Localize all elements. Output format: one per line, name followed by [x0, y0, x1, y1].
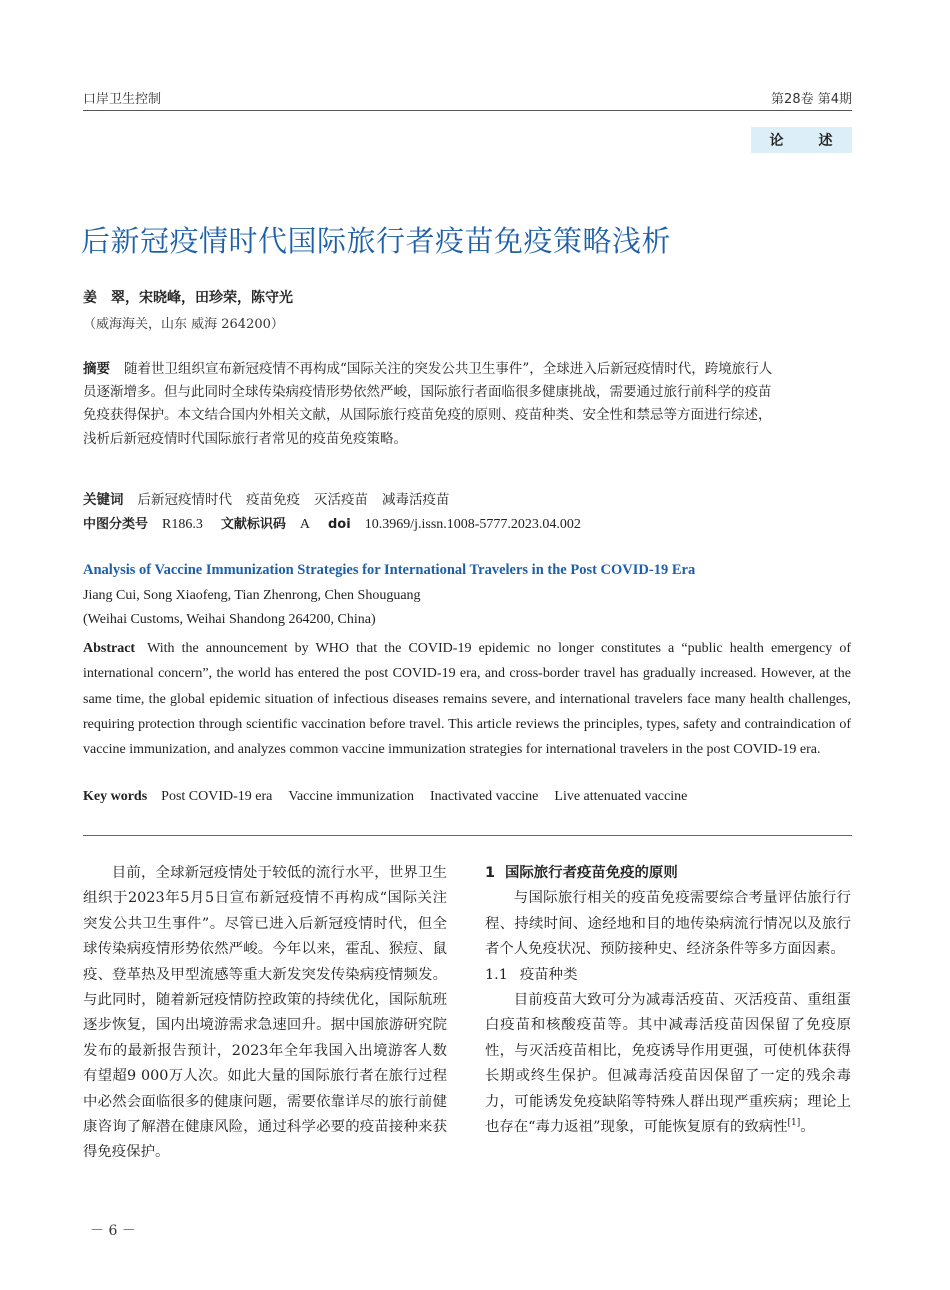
keywords-en — [83, 789, 703, 805]
abstract-en — [83, 636, 851, 762]
page-number: － 6 － — [90, 1223, 136, 1239]
section-1-1-heading — [485, 963, 851, 988]
english-affiliation: (Weihai Customs, Weihai Shandong 264200, China) — [83, 612, 376, 627]
section-1-heading — [485, 861, 851, 886]
class-label: 中图分类号 — [83, 517, 149, 532]
section-1-1-end: 。 — [800, 1119, 815, 1136]
citation-ref: [1] — [787, 1118, 801, 1129]
keyword-cn: 疫苗免疫 — [246, 492, 300, 508]
section-1-number: 1 — [485, 865, 496, 881]
section-tag-char-1: 论 — [769, 133, 785, 149]
english-authors: Jiang Cui, Song Xiaofeng, Tian Zhenrong, Chen Shouguang — [83, 588, 421, 603]
header-divider — [83, 110, 852, 111]
doc-code-value: A — [299, 517, 310, 532]
keyword-cn: 灭活疫苗 — [314, 492, 368, 508]
body-right-column — [485, 861, 851, 1140]
doi-label: doi — [328, 517, 351, 532]
doi-value: 10.3969/j.issn.1008-5777.2023.04.002 — [364, 517, 581, 532]
section-1-1-title: 疫苗种类 — [519, 966, 578, 983]
section-1-paragraph: 与国际旅行相关的疫苗免疫需要综合考量评估旅行行程、持续时间、途经地和目的地传染病流行情况以及旅行者个人免疫状况、预防接种史、经济条件等多方面因素。 — [485, 890, 851, 958]
english-title: Analysis of Vaccine Immunization Strategies for International Travelers in the Post COVID-19 Era — [83, 562, 696, 578]
abstract-en-text: With the announcement by WHO that the COVID-19 epidemic no longer constitutes a “public health emergency of international concern”, the world has entered the post COVID-19 era, and cross-border travel has gradually increased. However, at the same time, the global epidemic situation of infectious diseases remains severe, and international travelers face many health challenges, requiring protection through scientific vaccination before travel. This article reviews the principles, types, safety and contraindication of vaccine immunization, and analyzes common vaccine immunization strategies for international travelers in the post COVID-19 era. — [83, 641, 851, 758]
journal-name: 口岸卫生控制 — [83, 92, 162, 107]
section-1-1-text: 目前疫苗大致可分为减毒活疫苗、灭活疫苗、重组蛋白疫苗和核酸疫苗等。其中减毒活疫苗因保留了免疫原性，与灭活疫苗相比，免疫诱导作用更强，可使机体获得长期或终生保护。但减毒活疫苗因保留了一定的残余毒力，可能诱发免疫缺陷等特殊人群出现严重疾病；理论上也存在“毒力返祖”现象，可能恢复原有的致病性 — [485, 992, 851, 1136]
section-tag-char-2: 述 — [818, 133, 834, 149]
keywords-cn-label: 关键词 — [83, 492, 124, 508]
article-affiliation: （威海海关，山东 威海 264200） — [83, 317, 284, 332]
keyword-cn: 减毒活疫苗 — [382, 492, 450, 508]
doc-code-label: 文献标识码 — [220, 517, 286, 532]
abstract-cn — [83, 358, 783, 451]
section-1-title: 国际旅行者疫苗免疫的原则 — [505, 865, 678, 881]
body-divider — [83, 835, 852, 836]
keyword-cn: 后新冠疫情时代 — [137, 492, 232, 508]
abstract-cn-label: 摘要 — [83, 361, 110, 377]
section-1-1-number: 1.1 — [485, 966, 508, 983]
keyword-en: Post COVID-19 era — [161, 789, 273, 804]
class-value: R186.3 — [162, 517, 203, 532]
abstract-cn-text: 随着世卫组织宣布新冠疫情不再构成“国际关注的突发公共卫生事件”，全球进入后新冠疫情时代，跨境旅行人员逐渐增多。但与此同时全球传染病疫情形势依然严峻，国际旅行者面临很多健康挑战，需要通过旅行前科学的疫苗免疫获得保护。本文结合国内外相关文献，从国际旅行疫苗免疫的原则、疫苗种类、安全性和禁忌等方面进行综述，浅析后新冠疫情时代国际旅行者常见的疫苗免疫策略。 — [83, 361, 773, 447]
section-1-1-paragraph — [485, 988, 851, 1140]
keyword-en: Vaccine immunization — [288, 789, 414, 804]
keywords-en-label: Key words — [83, 789, 148, 804]
keywords-cn — [83, 488, 464, 508]
keyword-en: Live attenuated vaccine — [554, 789, 688, 804]
article-authors: 姜 翠，宋晓峰，田珍荣，陈守光 — [83, 290, 293, 306]
section-tag — [751, 127, 852, 153]
issue-info: 第28卷 第4期 — [771, 92, 852, 107]
keyword-en: Inactivated vaccine — [429, 789, 539, 804]
article-title: 后新冠疫情时代国际旅行者疫苗免疫策略浅析 — [81, 224, 672, 258]
intro-paragraph: 目前，全球新冠疫情处于较低的流行水平，世界卫生组织于2023年5月5日宣布新冠疫情不再构成“国际关注突发公共卫生事件”。尽管已进入后新冠疫情时代，但全球传染病疫情形势依然严峻。今年以来，霍乱、猴痘、鼠疫、登革热及甲型流感等重大新发突发传染病疫情频发。与此同时，随着新冠疫情防控政策的持续优化，国际航班逐步恢复，国内出境游需求急速回升。据中国旅游研究院发布的最新报告预计，2023年全年我国入出境游客人数有望超9 000万人次。如此大量的国际旅行者在旅行过程中必然会面临很多的健康问题，需要依靠详尽的旅行前健康咨询了解潜在健康风险，通过科学必要的疫苗接种来获得免疫保护。 — [83, 865, 447, 1161]
abstract-en-label: Abstract — [83, 641, 136, 656]
body-left-column — [83, 861, 447, 1166]
classification-line — [83, 513, 599, 533]
